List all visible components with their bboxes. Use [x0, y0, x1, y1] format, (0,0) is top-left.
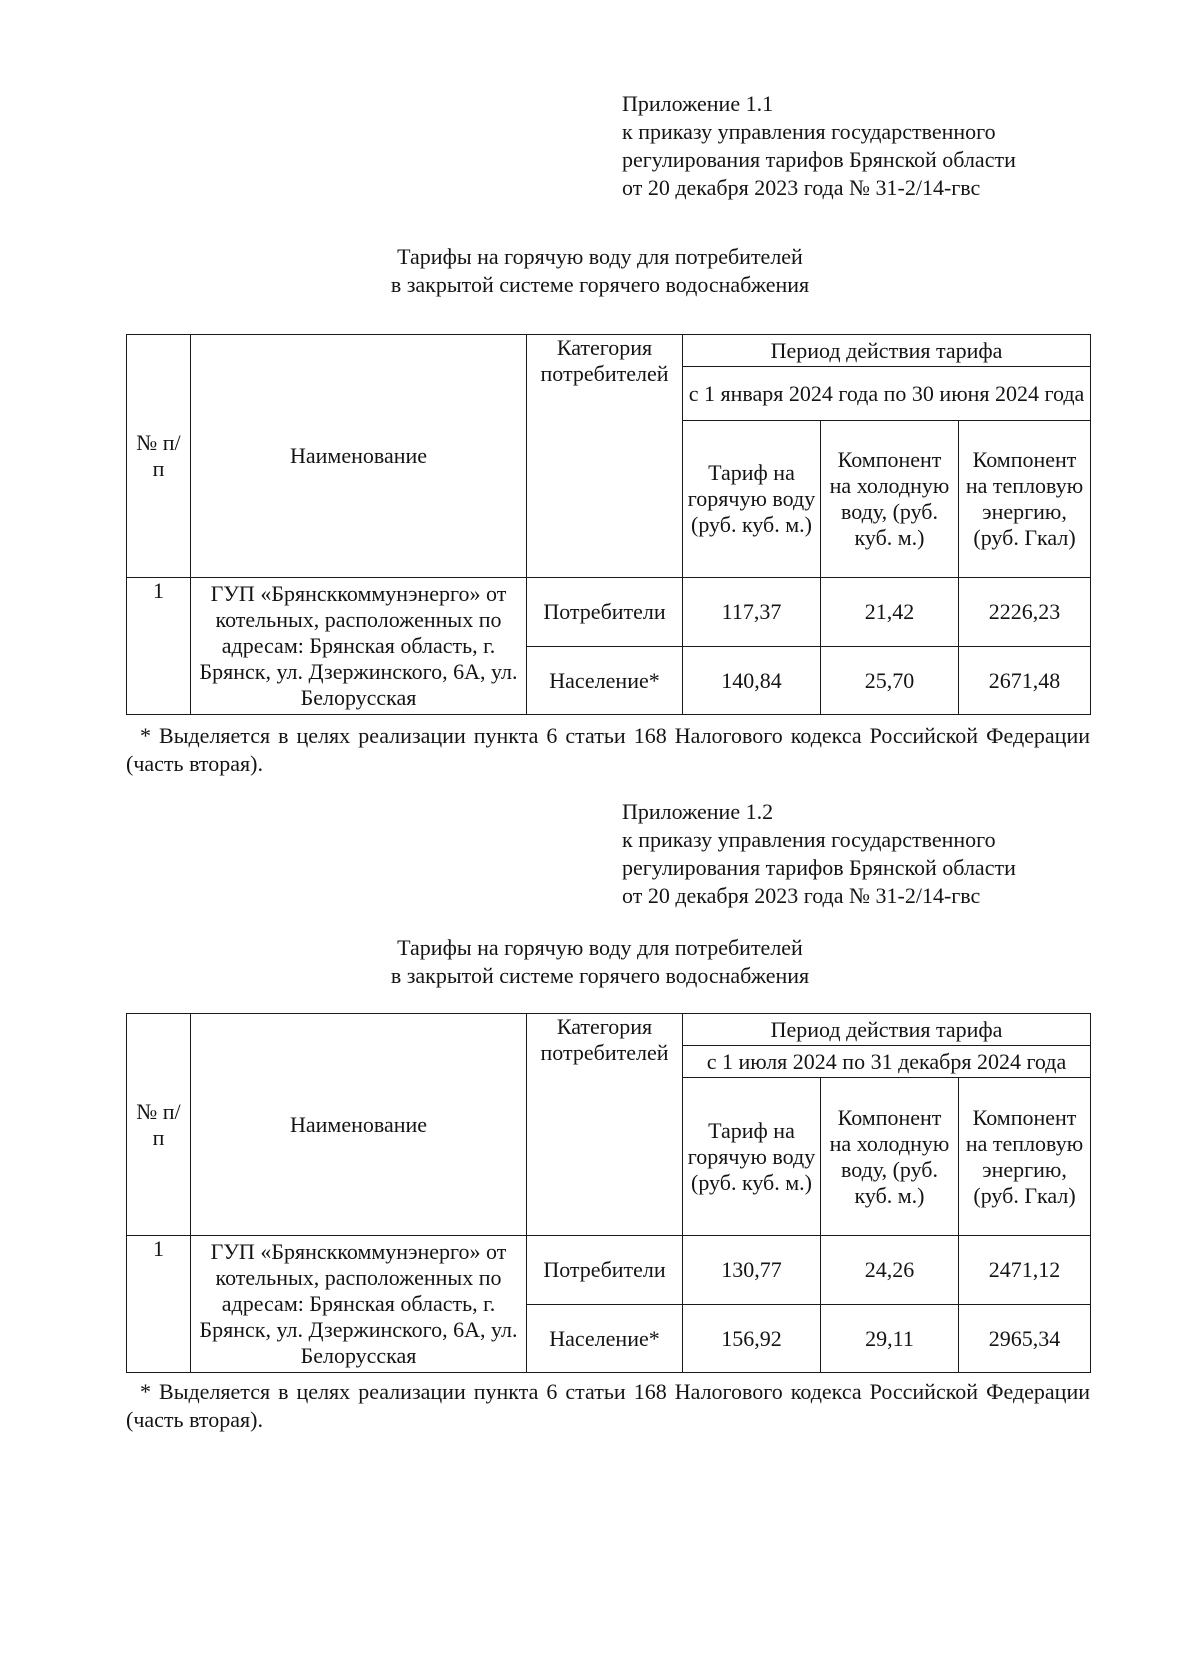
category-cell: Потребители: [527, 578, 683, 647]
row-number: 1: [127, 578, 191, 715]
period-range: с 1 июля 2024 по 31 декабря 2024 года: [683, 1046, 1091, 1078]
heat-value: 2471,12: [959, 1236, 1091, 1305]
col-header-heat: Компонент на тепловую энергию, (руб. Гкал): [959, 1078, 1091, 1236]
annex-order-line: регулирования тарифов Брянской области: [622, 855, 1016, 880]
col-header-cold-water: Компонент на холодную воду, (руб. куб. м.): [821, 1078, 959, 1236]
heat-value: 2671,48: [959, 647, 1091, 715]
org-name: ГУП «Брянсккоммунэнерго» от котельных, расположенных по адресам: Брянская область, г. Брянск, ул. Дзержинского, 6А, ул. Белорусская: [191, 578, 527, 715]
col-header-number: № п/п: [127, 1014, 191, 1236]
col-header-period: Период действия тарифа: [683, 1014, 1091, 1046]
org-name: ГУП «Брянсккоммунэнерго» от котельных, расположенных по адресам: Брянская область, г. Брянск, ул. Дзержинского, 6А, ул. Белорусская: [191, 1236, 527, 1373]
heat-value: 2226,23: [959, 578, 1091, 647]
footnote-2: * Выделяется в целях реализации пункта 6 статьи 168 Налогового кодекса Российской Федерации (часть вторая).: [126, 1379, 1090, 1432]
col-header-category: Категория потребителей: [527, 1014, 683, 1236]
tariff-value: 130,77: [683, 1236, 821, 1305]
row-number: 1: [127, 1236, 191, 1373]
category-cell: Население*: [527, 1305, 683, 1373]
footnote-1: * Выделяется в целях реализации пункта 6 статьи 168 Налогового кодекса Российской Федерации (часть вторая).: [126, 723, 1090, 776]
col-header-name: Наименование: [191, 335, 527, 578]
tariff-value: 156,92: [683, 1305, 821, 1373]
period-range: с 1 января 2024 года по 30 июня 2024 года: [683, 367, 1091, 421]
cold-water-value: 25,70: [821, 647, 959, 715]
tariff-table-2: [126, 1013, 1091, 1373]
table-title-line: в закрытой системе горячего водоснабжения: [390, 272, 810, 297]
col-header-tariff: Тариф на горячую воду (руб. куб. м.): [683, 1078, 821, 1236]
table-title-line: Тарифы на горячую воду для потребителей: [397, 244, 803, 269]
cold-water-value: 21,42: [821, 578, 959, 647]
heat-value: 2965,34: [959, 1305, 1091, 1373]
annex-order-line: от 20 декабря 2023 года № 31-2/14-гвс: [622, 883, 981, 908]
col-header-cold-water: Компонент на холодную воду, (руб. куб. м.): [821, 421, 959, 578]
annex-header-2: [622, 798, 1182, 910]
category-cell: Население*: [527, 647, 683, 715]
tariff-table-1: [126, 334, 1091, 715]
col-header-category: Категория потребителей: [527, 335, 683, 578]
annex-order-line: к приказу управления государственного: [622, 119, 996, 144]
category-cell: Потребители: [527, 1236, 683, 1305]
table-title-2: [100, 934, 1100, 990]
annex-title: Приложение 1.1: [622, 91, 774, 116]
annex-order-line: регулирования тарифов Брянской области: [622, 147, 1016, 172]
col-header-number: № п/п: [127, 335, 191, 578]
tariff-value: 140,84: [683, 647, 821, 715]
col-header-tariff: Тариф на горячую воду (руб. куб. м.): [683, 421, 821, 578]
table-title-line: в закрытой системе горячего водоснабжения: [390, 963, 810, 988]
tariff-value: 117,37: [683, 578, 821, 647]
table-title-1: [100, 243, 1100, 299]
cold-water-value: 29,11: [821, 1305, 959, 1373]
col-header-heat: Компонент на тепловую энергию, (руб. Гкал): [959, 421, 1091, 578]
annex-order-line: к приказу управления государственного: [622, 827, 996, 852]
table-title-line: Тарифы на горячую воду для потребителей: [397, 935, 803, 960]
annex-order-line: от 20 декабря 2023 года № 31-2/14-гвс: [622, 175, 981, 200]
annex-title: Приложение 1.2: [622, 799, 774, 824]
cold-water-value: 24,26: [821, 1236, 959, 1305]
col-header-name: Наименование: [191, 1014, 527, 1236]
annex-header-1: [622, 90, 1182, 202]
col-header-period: Период действия тарифа: [683, 335, 1091, 367]
